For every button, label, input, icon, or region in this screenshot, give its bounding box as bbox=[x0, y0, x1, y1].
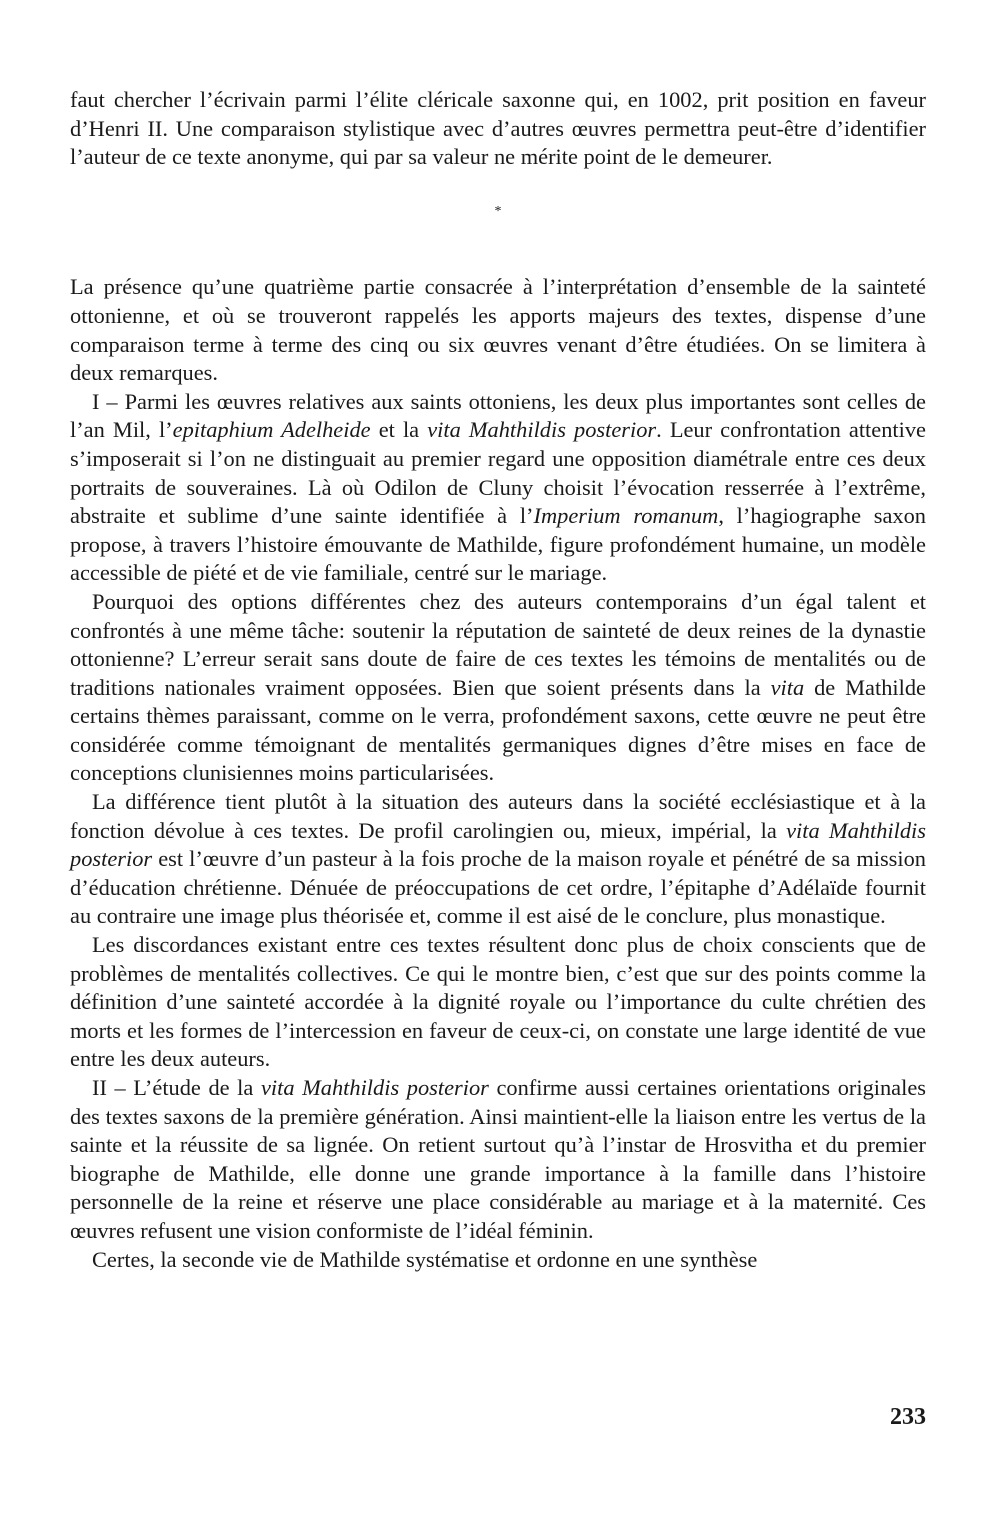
paragraph bbox=[70, 1246, 926, 1275]
paragraph-text: Les discordances existant entre ces textes résultent donc plus de choix conscients que de problèmes de mentalités collectives. Ce qui le montre bien, c’est que sur des points comme la définition d’une sainteté accordée à la dignité royale ou l’importance du culte chrétien des morts et les formes de l’intercession en faveur de ceux-ci, on constate une large identité de vue entre les deux auteurs. bbox=[70, 932, 926, 1072]
paragraph-text: II – L’étude de la bbox=[92, 1075, 261, 1100]
italic-title: vita Mahthildis posterior bbox=[260, 1075, 489, 1100]
paragraph-text: faut chercher l’écrivain parmi l’élite cléricale saxonne qui, en 1002, prit position en faveur d’Henri II. Une comparaison stylistique avec d’autres œuvres permettra peut-être d’identifier l’auteur de ce texte anonyme, qui par sa valeur ne mérite point de le demeurer. bbox=[70, 87, 926, 170]
paragraph-text: est l’œuvre d’un pasteur à la fois proche de la maison royale et pénétré de sa mission d’éducation chrétienne. Dénuée de préoccupations de cet ordre, l’épitaphe d’Adélaïde fournit au contraire une image plus théorisée et, comme il est aisé de le conclure, plus monastique. bbox=[70, 846, 926, 929]
paragraph-text: et la bbox=[370, 417, 428, 443]
paragraph-text: La différence tient plutôt à la situation des auteurs dans la société ecclésiastique et à la fonction dévolue à ces textes. De profil carolingien ou, mieux, impérial, la bbox=[70, 789, 926, 843]
section-separator: * bbox=[494, 203, 502, 219]
paragraph-text: de Mathilde certains thèmes paraissant, comme on le verra, profondément saxons, cette œuvre ne peut être considérée comme témoignant de mentalités germaniques dignes d’être mises en face de conceptions clunisiennes moins particularisées. bbox=[70, 674, 926, 786]
paragraph bbox=[70, 788, 926, 931]
italic-title: epitaphium Adelheide bbox=[172, 417, 371, 443]
page-body bbox=[70, 86, 926, 1274]
paragraph-text: Pourquoi des options différentes chez des auteurs contemporains d’un égal talent et confrontés à une même tâche: soutenir la réputation de sainteté de deux reines de la dynastie ottonienne? L’erreur serait sans doute de faire de ces textes les témoins de mentalités ou de traditions nationales vraiment opposées. Bien que soient présents dans la bbox=[70, 588, 926, 700]
paragraph-text: I – Parmi les œuvres relatives aux saints ottoniens, les deux plus importantes sont celles de l’an Mil, l’ bbox=[70, 388, 926, 443]
paragraph bbox=[70, 86, 926, 172]
paragraph-text: Certes, la seconde vie de Mathilde systématise et ordonne en une synthèse bbox=[92, 1246, 758, 1272]
italic-title: vita bbox=[770, 674, 805, 700]
paragraph bbox=[70, 931, 926, 1074]
page-number: 233 bbox=[890, 1404, 926, 1430]
paragraph bbox=[70, 273, 926, 387]
paragraph bbox=[70, 1074, 926, 1246]
paragraph bbox=[70, 588, 926, 788]
italic-title: vita Mahthildis posterior bbox=[427, 417, 657, 443]
italic-title: Imperium romanum bbox=[533, 503, 719, 529]
paragraph bbox=[70, 388, 926, 588]
paragraph-text: . Leur confrontation attentive s’imposerait si l’on ne distinguait au premier regard une opposition diamétrale entre ces deux portraits de souveraines. Là où Odilon de Cluny choisit l’évocation resserrée à l’extrême, abstraite et sublime d’une sainte identifiée à l’ bbox=[70, 417, 926, 529]
paragraph-text: confirme aussi certaines orientations originales des textes saxons de la première génération. Ainsi maintient-elle la liaison entre les vertus de la sainte et la réussite de sa lignée. On retient surtout qu’à l’instar de Hrosvitha et du premier biographe de Mathilde, elle donne une grande importance à la famille dans l’histoire personnelle de la reine et réserve une place considérable au mariage et à la maternité. Ces œuvres refusent une vision conformiste de l’idéal féminin. bbox=[70, 1075, 926, 1243]
paragraph-text: La présence qu’une quatrième partie consacrée à l’interprétation d’ensemble de la sainteté ottonienne, et où se trouveront rappelés les apports majeurs des textes, dispense d’une comparaison terme à terme des cinq ou six œuvres venant d’être étudiées. On se limitera à deux remarques. bbox=[70, 274, 926, 386]
italic-title: vita Mahthildis posterior bbox=[70, 817, 926, 872]
paragraph-text: , l’hagiographe saxon propose, à travers l’histoire émouvante de Mathilde, figure profondément humaine, un modèle accessible de piété et de vie familiale, centré sur le mariage. bbox=[70, 503, 926, 586]
